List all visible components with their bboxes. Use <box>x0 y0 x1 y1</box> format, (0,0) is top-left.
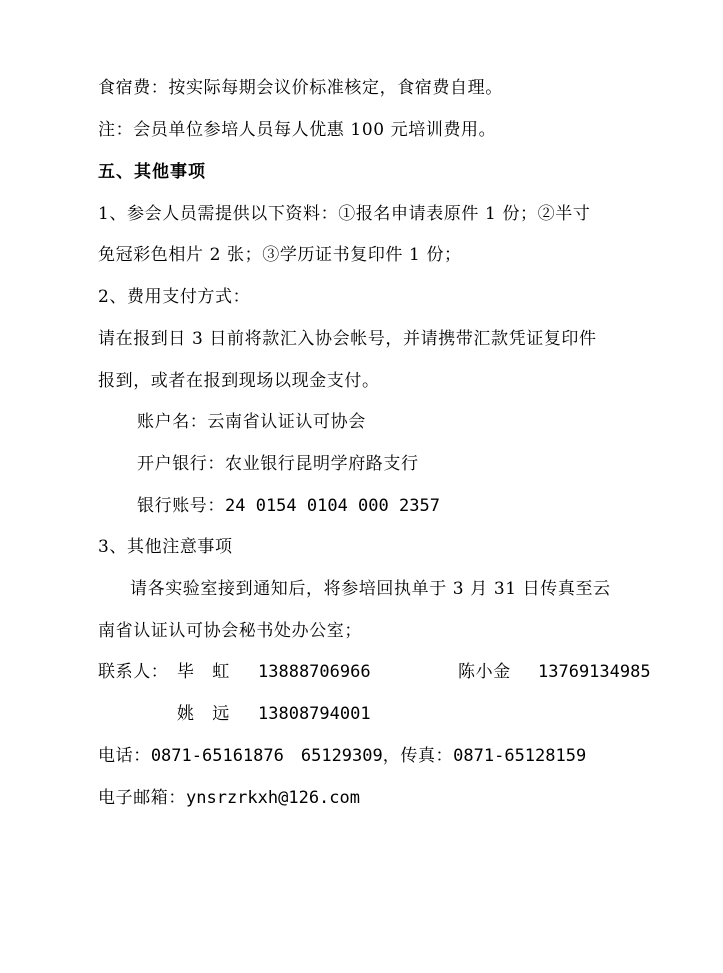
contact-phone: 13808794001 <box>258 704 371 724</box>
note-text: 会员单位参培人员每人优惠 100 元培训费用。 <box>133 120 497 140</box>
item-one-line2: 免冠彩色相片 2 张；③学历证书复印件 1 份； <box>98 245 462 265</box>
contacts-line <box>98 660 168 684</box>
contact-phone: 13888706966 <box>258 662 371 682</box>
contact-person <box>458 660 511 684</box>
account-bank-value: 农业银行昆明学府路支行 <box>225 454 419 474</box>
accommodation-text: 按实际每期会议价标准核定，食宿费自理。 <box>168 78 503 98</box>
account-bank-label: 开户银行： <box>137 454 225 474</box>
contact-name: 毕 虹 <box>177 662 230 682</box>
contact-name: 姚 远 <box>177 704 230 724</box>
item-one-line1: 1、参会人员需提供以下资料：①报名申请表原件 1 份；②半寸 <box>98 204 591 224</box>
phone-value: 0871-65161876 65129309 <box>150 746 383 766</box>
contact-person <box>177 660 230 684</box>
account-bank-line <box>137 452 419 476</box>
item-two-line2: 报到，或者在报到现场以现金支付。 <box>98 371 380 391</box>
note-line <box>98 118 496 142</box>
email-label: 电子邮箱： <box>98 788 186 808</box>
item-three-line1: 请各实验室接到通知后，将参培回执单于 3 月 31 日传真至云 <box>130 579 611 599</box>
contacts-label: 联系人： <box>98 662 169 682</box>
fax-label: ，传真： <box>382 746 454 766</box>
fax-value: 0871-65128159 <box>453 746 587 766</box>
item-two-heading: 2、费用支付方式： <box>98 287 251 307</box>
contact-name: 陈小金 <box>458 662 511 682</box>
accommodation-label: 食宿费： <box>98 78 169 98</box>
email-line <box>98 786 360 810</box>
item-three-heading: 3、其他注意事项 <box>98 537 233 557</box>
account-number-label: 银行账号： <box>137 496 225 516</box>
contact-person <box>177 702 230 726</box>
phone-fax-line <box>98 744 586 768</box>
item-three-line2: 南省认证认可协会秘书处办公室； <box>98 621 362 641</box>
item-two-line1: 请在报到日 3 日前将款汇入协会帐号，并请携带汇款凭证复印件 <box>98 329 597 349</box>
note-label: 注： <box>98 120 134 140</box>
email-value[interactable]: ynsrzrkxh@126.com <box>186 788 360 808</box>
accommodation-line <box>98 76 503 100</box>
section-five-heading: 五、其他事项 <box>98 162 206 182</box>
account-name-label: 账户名： <box>137 412 208 432</box>
account-number-line <box>137 494 440 518</box>
account-name-line <box>137 410 366 434</box>
account-number-value: 24 0154 0104 000 2357 <box>225 496 440 516</box>
contact-phone: 13769134985 <box>538 662 651 682</box>
phone-label: 电话： <box>98 746 151 766</box>
account-name-value: 云南省认证认可协会 <box>207 412 366 432</box>
